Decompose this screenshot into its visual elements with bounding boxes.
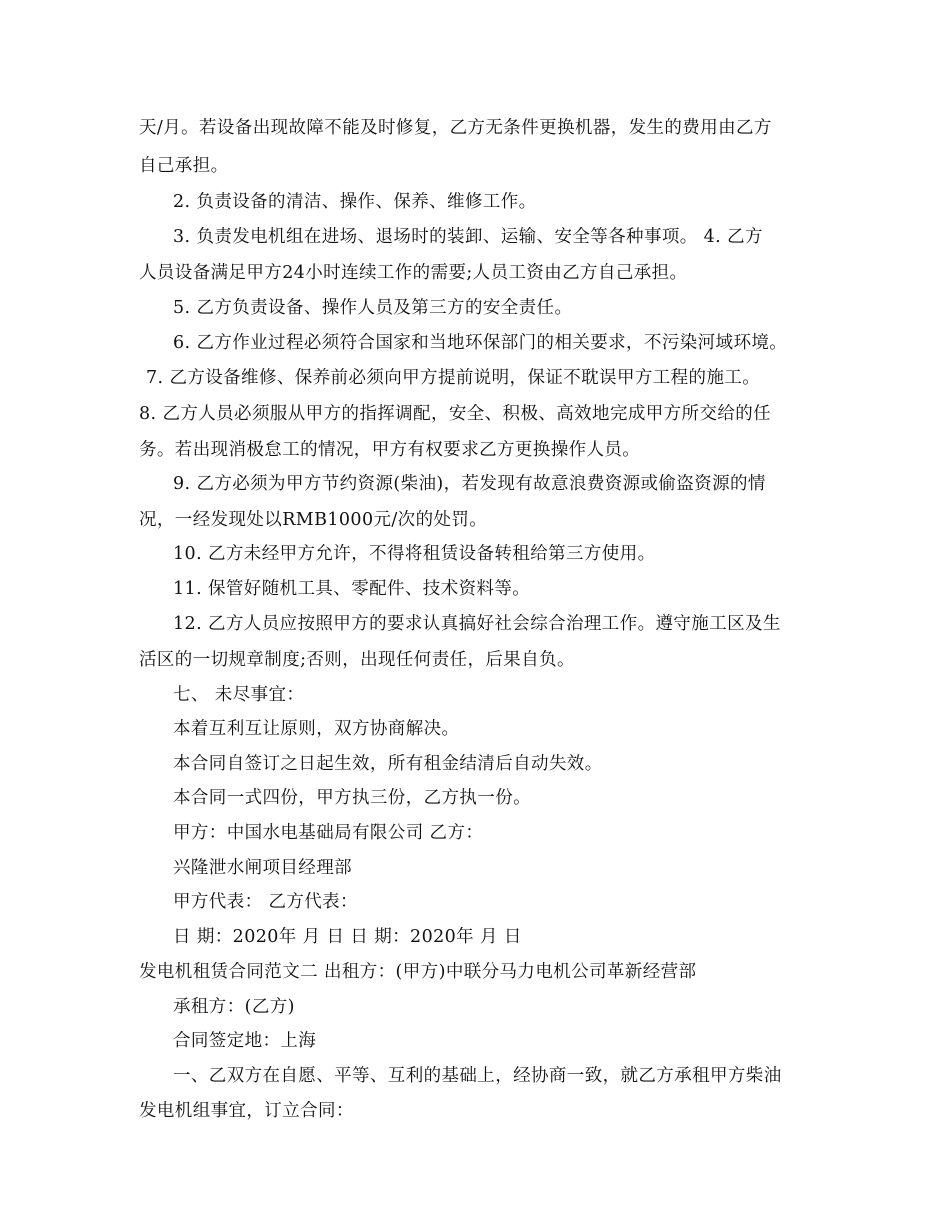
text-line: 活区的一切规章制度;否则，出现任何责任，后果自负。 <box>139 650 575 670</box>
text-line: 兴隆泄水闸项目经理部 <box>173 858 352 878</box>
text-line: 本合同一式四份，甲方执三份，乙方执一份。 <box>173 788 531 808</box>
text-line: 2. 负责设备的清洁、操作、保养、维修工作。 <box>173 192 537 212</box>
text-line: 合同签定地：上海 <box>173 1031 317 1051</box>
text-line: 况，一经发现处以RMB1000元/次的处罚。 <box>139 510 488 530</box>
text-line: 11. 保管好随机工具、零配件、技术资料等。 <box>173 579 531 599</box>
text-line: 8. 乙方人员必须服从甲方的指挥调配，安全、积极、高效地完成甲方所交给的任 <box>139 404 772 424</box>
text-line: 12. 乙方人员应按照甲方的要求认真搞好社会综合治理工作。遵守施工区及生 <box>173 614 781 634</box>
text-line: 承租方：(乙方) <box>173 997 295 1017</box>
text-line: 3. 负责发电机组在进场、退场时的装卸、运输、安全等各种事项。 4. 乙方 <box>173 227 763 247</box>
text-line: 发电机组事宜，订立合同： <box>139 1101 354 1121</box>
text-line: 发电机租赁合同范文二 出租方：(甲方)中联分马力电机公司革新经营部 <box>139 962 697 982</box>
text-line: 七、 未尽事宜： <box>173 685 305 705</box>
text-line: 本合同自签订之日起生效，所有租金结清后自动失效。 <box>173 754 603 774</box>
text-line: 甲方代表： 乙方代表： <box>173 892 358 912</box>
text-line: 一、乙双方在自愿、平等、互利的基础上，经协商一致，就乙方承租甲方柴油 <box>173 1066 782 1086</box>
text-line: 9. 乙方必须为甲方节约资源(柴油)，若发现有故意浪费资源或偷盗资源的情 <box>173 474 766 494</box>
text-line: 务。若出现消极怠工的情况，甲方有权要求乙方更换操作人员。 <box>139 440 641 460</box>
text-line: 甲方：中国水电基础局有限公司 乙方： <box>173 823 484 843</box>
text-line: 人员设备满足甲方24小时连续工作的需要;人员工资由乙方自己承担。 <box>139 263 688 283</box>
text-line: 10. 乙方未经甲方允许，不得将租赁设备转租给第三方使用。 <box>173 544 656 564</box>
text-line: 5. 乙方负责设备、操作人员及第三方的安全责任。 <box>173 298 573 318</box>
text-line: 6. 乙方作业过程必须符合国家和当地环保部门的相关要求，不污染河域环境。 <box>173 333 788 353</box>
text-line: 7. 乙方设备维修、保养前必须向甲方提前说明，保证不耽误甲方工程的施工。 <box>146 368 761 388</box>
text-line: 天/月。若设备出现故障不能及时修复，乙方无条件更换机器，发生的费用由乙方 <box>139 118 772 138</box>
text-line: 日 期：2020年 月 日 日 期：2020年 月 日 <box>173 927 522 947</box>
text-line: 自己承担。 <box>139 156 229 176</box>
text-line: 本着互利互让原则，双方协商解决。 <box>173 719 460 739</box>
